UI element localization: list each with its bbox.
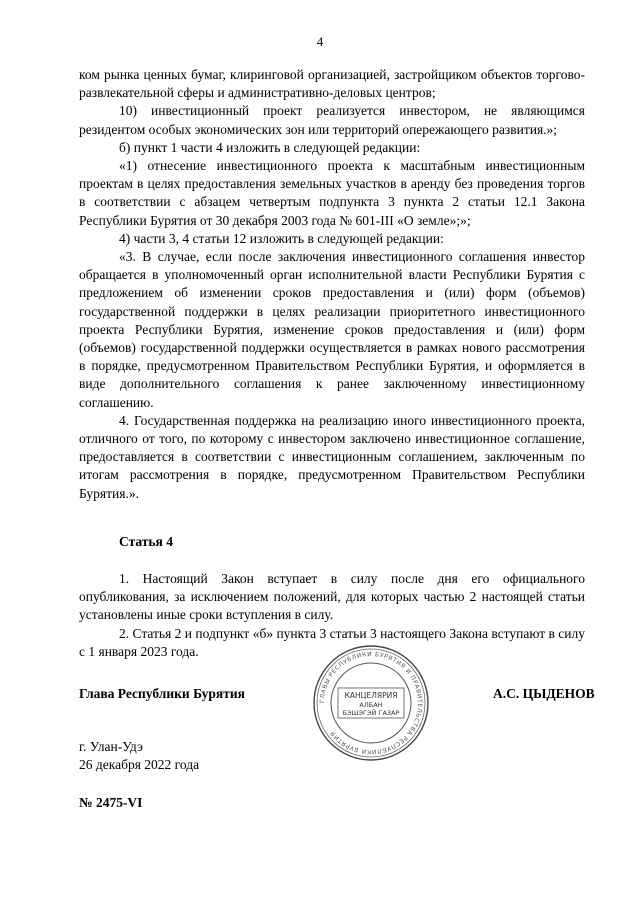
date: 26 декабря 2022 года (79, 757, 200, 772)
page-number: 4 (316, 34, 324, 49)
seal-line-1: КАНЦЕЛЯРИЯ (344, 691, 398, 700)
place: г. Улан-Удэ (79, 739, 143, 754)
paragraph-part-3: «3. В случае, если после заключения инвестиционного соглашения инвестор обращается в уполномоченный орган исполнительной власти Республики Бурятия с предложением об изменении сроков предоставления и (или) форм (объемов) государственной поддержки в целях реализации приоритетного инвестиционного проекта Республики Бурятия, изменение сроков предоставления и (или) форм (объемов) государственной поддержки осуществляется в рамках нового рассмотрения в порядке, предусмотренном Правительством Республики Бурятия, и оформляется в виде дополнительного соглашения к ранее заключенному инвестиционному соглашению. (79, 249, 585, 410)
paragraph-item-1: «1) отнесение инвестиционного проекта к масштабным инвестиционным проектам в целях предоставления земельных участков в аренду без проведения торгов в соответствии с абзацем четвертым подпункта 3 пункта 2 статьи 12.1 Закона Республики Бурятия от 30 декабря 2003 года № 601-III «О земле»;»; (79, 158, 585, 228)
signature-name: А.С. ЦЫДЕНОВ (493, 686, 595, 701)
paragraph-point-4: 4) части 3, 4 статьи 12 изложить в следующей редакции: (119, 230, 444, 246)
seal-line-3: БЭШЭГЭЙ ГАЗАР (342, 709, 400, 717)
official-seal (312, 644, 430, 762)
article-heading: Статья 4 (119, 534, 173, 549)
paragraph-part-4: 4. Государственная поддержка на реализацию иного инвестиционного проекта, отличного от того, по которому с инвестором заключено инвестиционное соглашение, предоставляется в соответствии с инвестиционным соглашением, заключенным по итогам рассмотрения в порядке, предусмотренном Правительством Республики Бурятия.». (79, 412, 585, 501)
seal-ring-text: ГЛАВЫ РЕСПУБЛИКИ БУРЯТИЯ И ПРАВИТЕЛЬСТВА РЕСПУБЛИКИ БУРЯТИЯ (318, 650, 424, 756)
document-number: № 2475-VI (79, 795, 143, 810)
signature-title: Глава Республики Бурятия (79, 686, 245, 701)
article-paragraph-2: 2. Статья 2 и подпункт «б» пункта 3 статьи 3 настоящего Закона вступают в силу с 1 января 2023 года. (79, 625, 585, 659)
seal-line-2: АЛБАН (359, 701, 383, 709)
document-body (79, 66, 585, 503)
paragraph-item-10: 10) инвестиционный проект реализуется инвестором, не являющимся резидентом особых экономических зон или территорий опережающего развития.»; (79, 103, 585, 137)
paragraph-subpoint-b: б) пункт 1 части 4 изложить в следующей редакции: (119, 139, 421, 155)
paragraph-continuation: ком рынка ценных бумаг, клиринговой организацией, застройщиком объектов торгово-развлекательной сферы и административно-деловых центров; (79, 67, 585, 101)
article-paragraph-1: 1. Настоящий Закон вступает в силу после дня его официального опубликования, за исключением положений, для которых частью 2 настоящей статьи установлены иные сроки вступления в силу. (79, 571, 585, 623)
